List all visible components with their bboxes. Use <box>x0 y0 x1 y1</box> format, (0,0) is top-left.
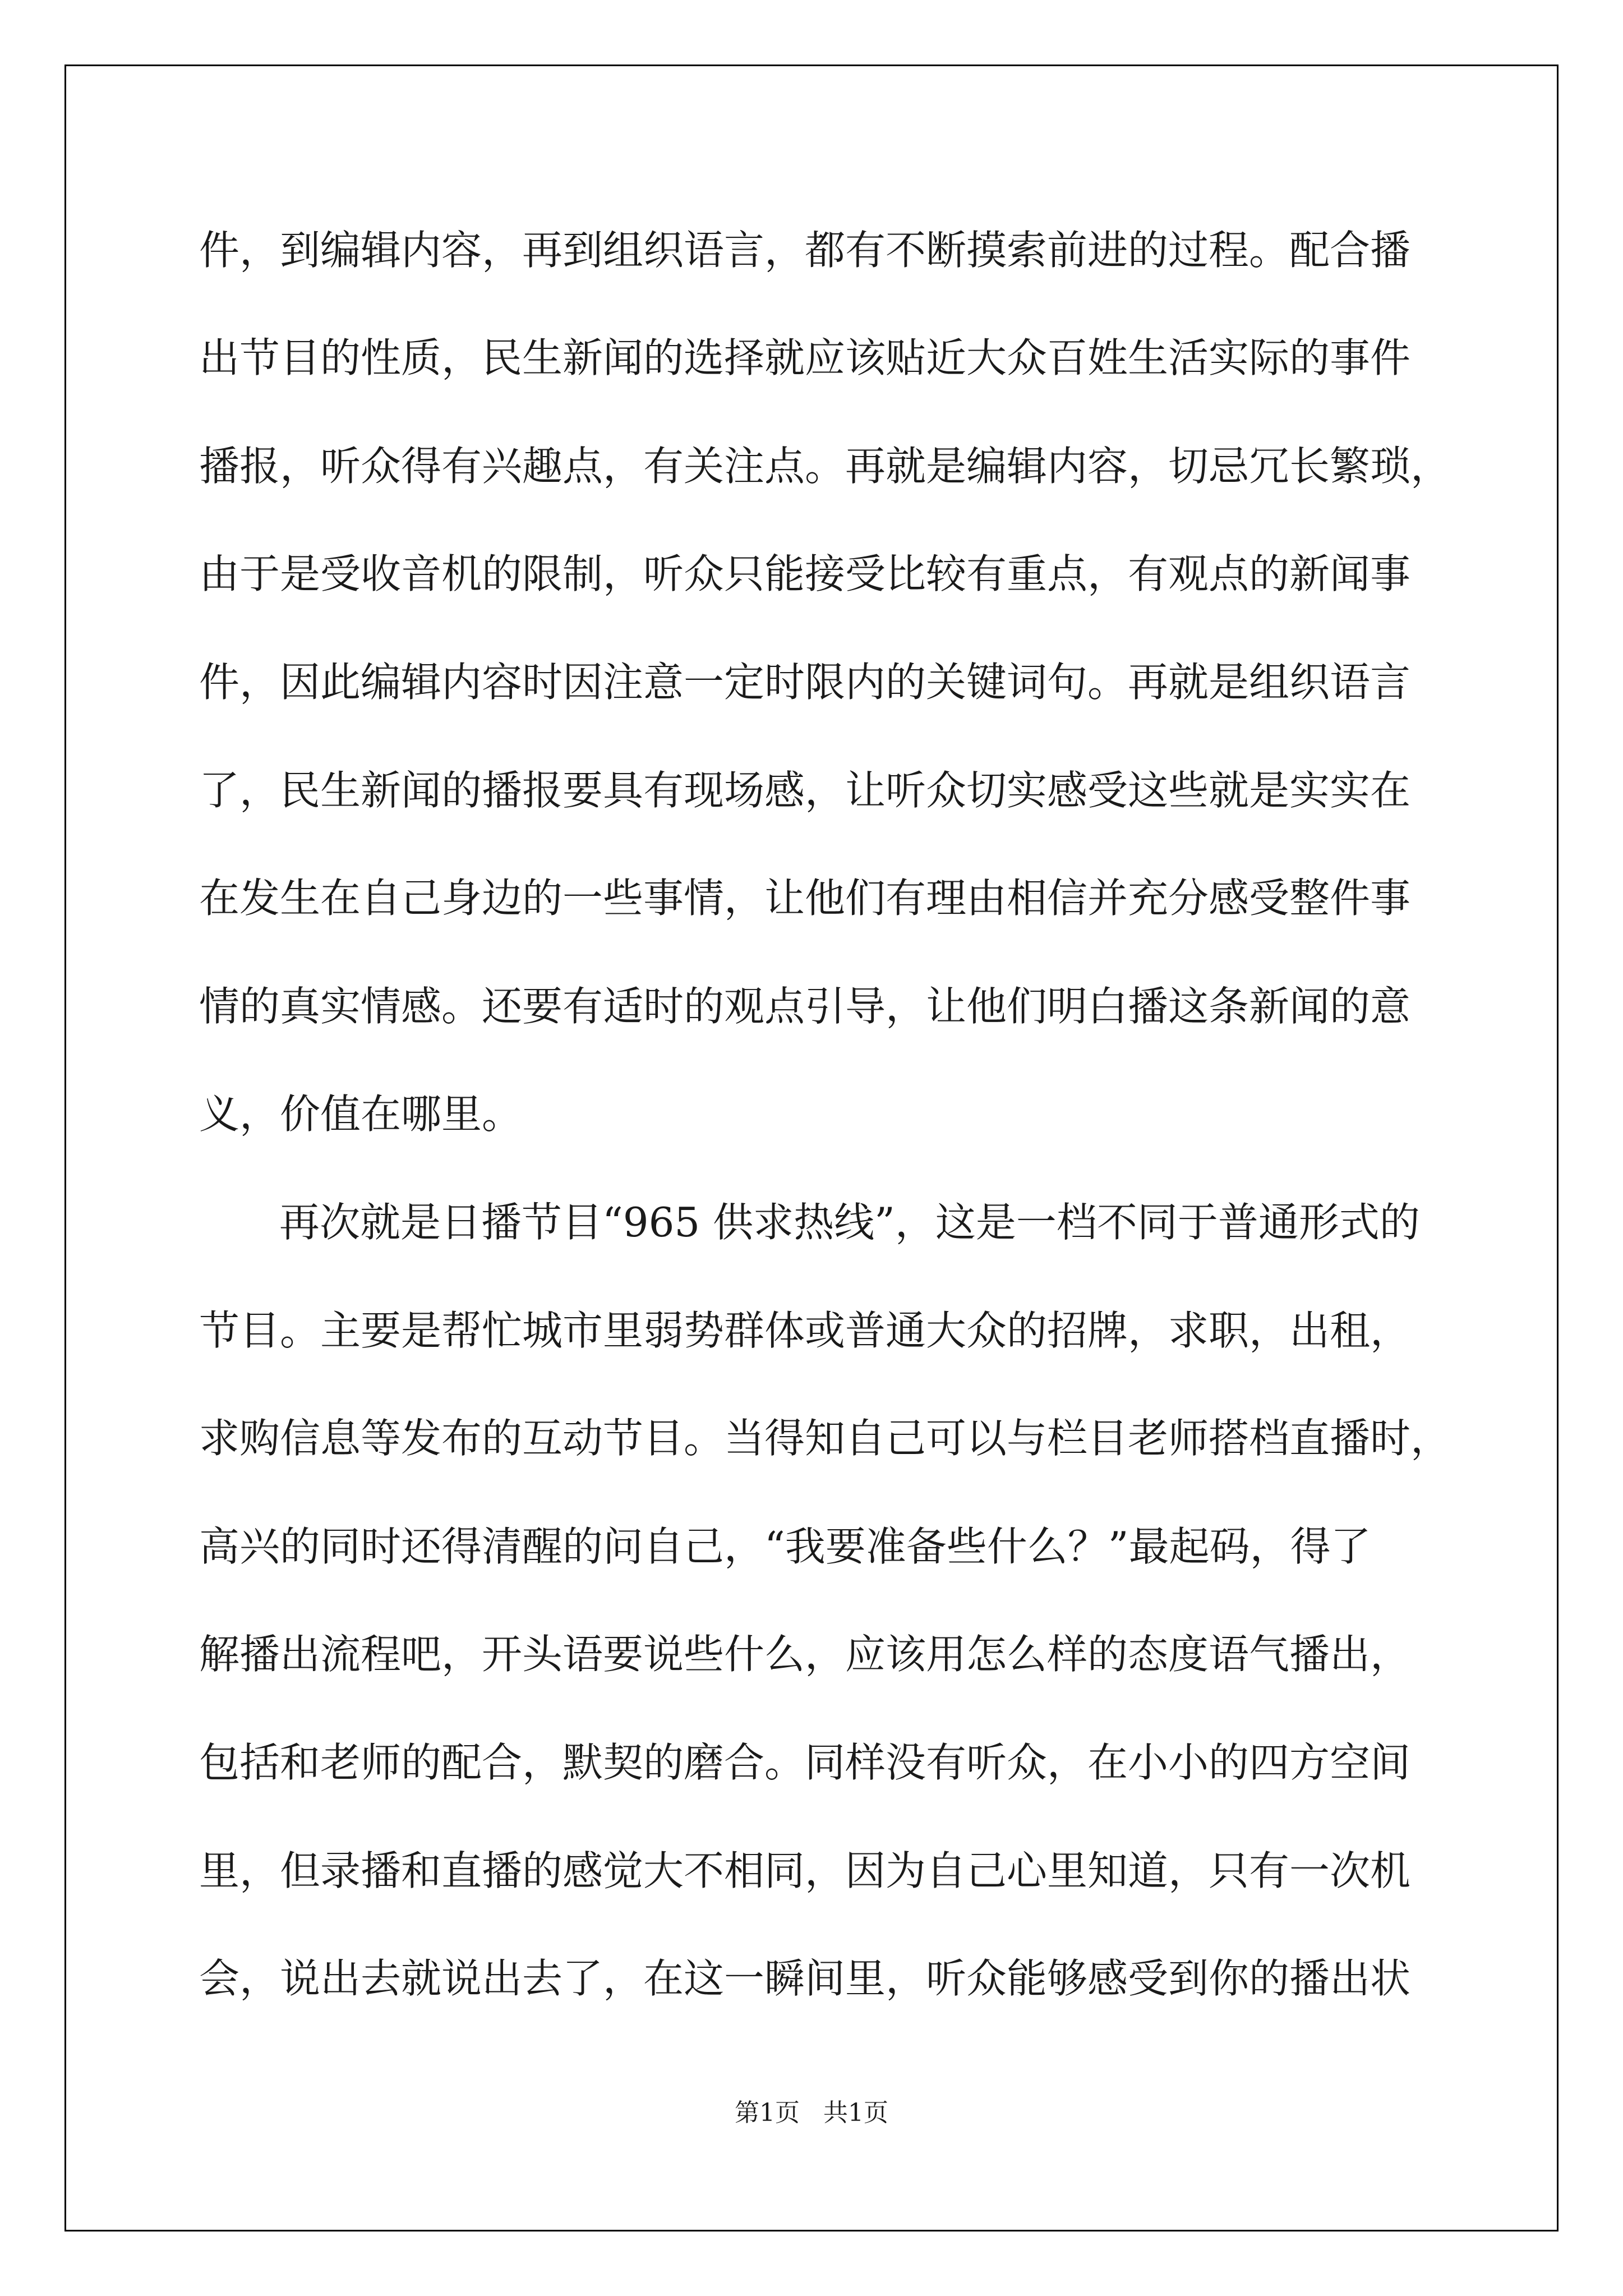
page-number-footer: 第1页 共1页 <box>735 2099 888 2127</box>
paragraph-first-line: 再次就是日播节目“965 供求热线”，这是一档不同于普通形式的 <box>279 1199 1420 1246</box>
text-line: 义，价值在哪里。 <box>199 1091 523 1138</box>
text-line: 了，民生新闻的播报要具有现场感，让听众切实感受这些就是实实在 <box>199 767 1411 814</box>
text-line: 里，但录播和直播的感觉大不相同，因为自己心里知道，只有一次机 <box>199 1847 1411 1894</box>
text-line: 解播出流程吧，开头语要说些什么，应该用怎么样的态度语气播出， <box>199 1631 1411 1678</box>
text-line: 播报，听众得有兴趣点，有关注点。再就是编辑内容，切忌冗长繁琐， <box>199 443 1451 490</box>
text-line: 出节目的性质，民生新闻的选择就应该贴近大众百姓生活实际的事件 <box>199 334 1411 381</box>
text-line: 件，到编辑内容，再到组织语言，都有不断摸索前进的过程。配合播 <box>199 227 1411 274</box>
text-line: 件，因此编辑内容时因注意一定时限内的关键词句。再就是组织语言 <box>199 659 1411 706</box>
text-line: 在发生在自己身边的一些事情，让他们有理由相信并充分感受整件事 <box>199 875 1411 922</box>
page-border <box>64 65 1559 2231</box>
text-line: 包括和老师的配合，默契的磨合。同样没有听众，在小小的四方空间 <box>199 1739 1411 1786</box>
text-line: 求购信息等发布的互动节目。当得知自己可以与栏目老师搭档直播时， <box>199 1415 1451 1462</box>
text-line: 会，说出去就说出去了，在这一瞬间里，听众能够感受到你的播出状 <box>199 1955 1411 2002</box>
text-line: 高兴的同时还得清醒的问自己，“我要准备些什么？”最起码，得了 <box>199 1523 1371 1570</box>
text-line: 情的真实情感。还要有适时的观点引导，让他们明白播这条新闻的意 <box>199 983 1411 1030</box>
text-line: 由于是受收音机的限制，听众只能接受比较有重点，有观点的新闻事 <box>199 550 1411 597</box>
text-line: 节目。主要是帮忙城市里弱势群体或普通大众的招牌，求职，出租， <box>199 1307 1411 1354</box>
